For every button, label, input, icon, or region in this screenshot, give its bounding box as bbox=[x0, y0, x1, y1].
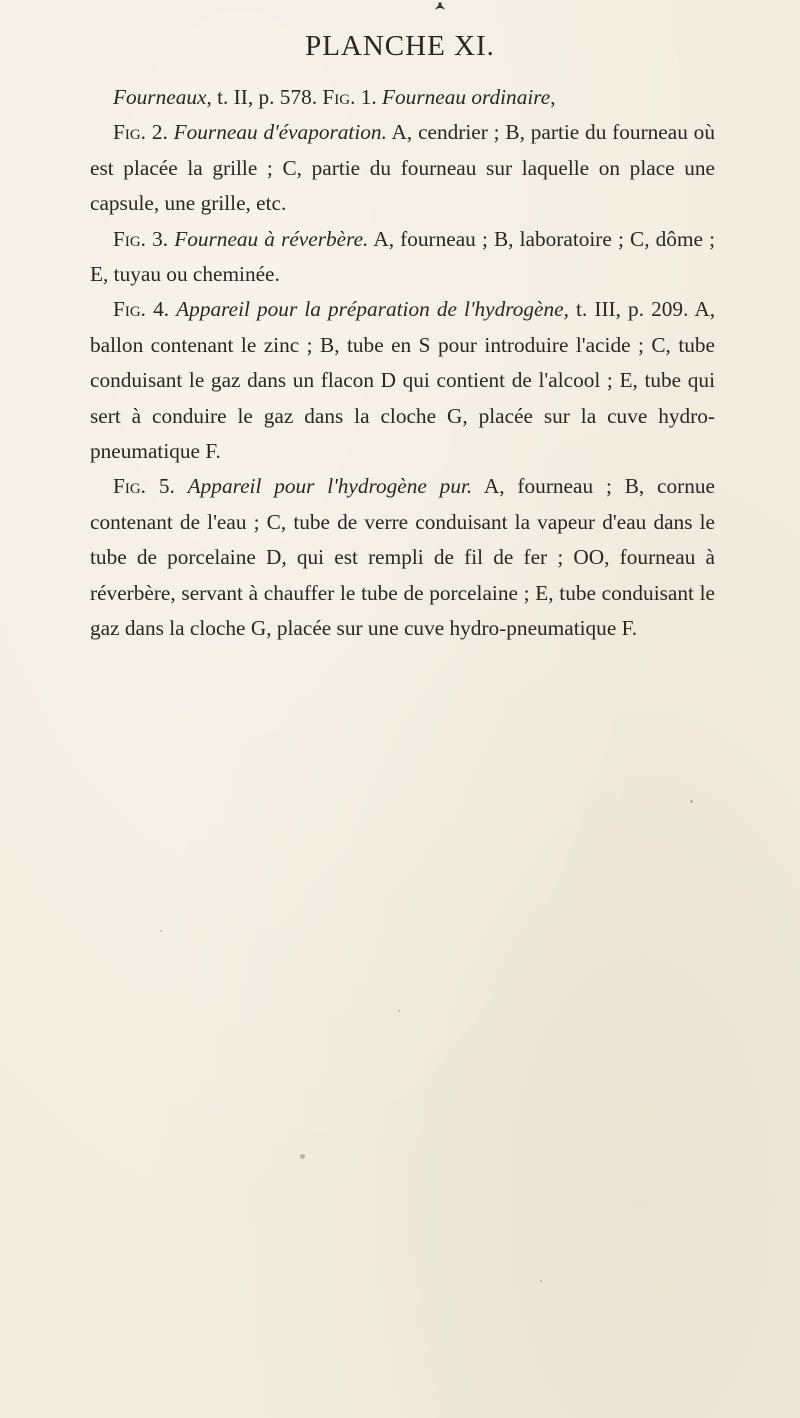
printer-ornament-icon bbox=[433, 0, 447, 12]
legend-paragraph bbox=[90, 222, 715, 293]
legend-text-run: 2. bbox=[146, 120, 174, 145]
legend-text-run: 4. bbox=[146, 297, 177, 322]
figure-caption-italic: Fourneau d'évaporation. bbox=[173, 120, 387, 145]
legend-paragraph bbox=[90, 115, 715, 221]
paper-speck bbox=[690, 800, 693, 803]
figure-caption-italic: Fourneaux bbox=[113, 85, 207, 109]
paper-speck bbox=[160, 930, 162, 932]
figure-label: Fig. bbox=[113, 474, 146, 499]
paper-speck bbox=[540, 1280, 542, 1282]
figure-caption-italic: Appareil pour l'hydrogène pur. bbox=[187, 474, 473, 499]
plate-title: PLANCHE XI. bbox=[305, 30, 495, 62]
figure-caption-italic: Fourneau à réverbère. bbox=[174, 226, 369, 251]
figure-caption-italic: Fourneau ordinaire bbox=[382, 85, 551, 109]
legend-paragraph bbox=[90, 292, 715, 469]
figure-label: Fig. bbox=[113, 297, 146, 322]
figure-label: Fig. bbox=[113, 226, 146, 251]
legend-text-run: A, fourneau ; B, cornue contenant de l'eau ; C, tube de verre conduisant la vapeur d'eau dans le tube de porcelaine D, qui est rempli de fil de fer ; OO, fourneau à réverbère, servant à chauffer le tube de porcelaine ; E, tube conduisant le gaz dans la cloche G, placée sur une cuve hydro-pneumatique F. bbox=[90, 474, 715, 641]
legend-text-run: , bbox=[550, 85, 556, 109]
plate-legend-text bbox=[90, 80, 715, 647]
legend-text-run: t. III, p. 209. A, ballon contenant le zinc ; B, tube en S pour introduire l'acide ; C, tube conduisant le gaz dans un flacon D qui contient de l'alcool ; E, tube qui sert à conduire le gaz dans la cloche G, placée sur la cuve hydro-pneumatique F. bbox=[90, 297, 716, 464]
figure-caption-italic: Appareil pour la préparation de l'hydrogène, bbox=[176, 297, 569, 322]
legend-text-run: A, fourneau ; B, laboratoire ; C, dôme ; E, tuyau ou cheminée. bbox=[90, 226, 715, 287]
legend-paragraph bbox=[90, 469, 715, 646]
legend-text-run: 1. bbox=[355, 85, 383, 109]
paper-speck bbox=[300, 1154, 305, 1159]
legend-text-run: , t. II, p. 578. bbox=[206, 85, 323, 109]
legend-text-run: 5. bbox=[146, 474, 188, 499]
paper-speck bbox=[398, 1010, 400, 1012]
legend-paragraph bbox=[90, 80, 715, 115]
figure-label: Fig. bbox=[113, 120, 146, 145]
figure-label: Fig. bbox=[322, 85, 356, 109]
legend-text-run: A, cendrier ; B, partie du fourneau où est placée la grille ; C, partie du fourneau sur laquelle on place une capsule, une grille, etc. bbox=[90, 120, 715, 216]
legend-text-run: 3. bbox=[146, 226, 175, 251]
